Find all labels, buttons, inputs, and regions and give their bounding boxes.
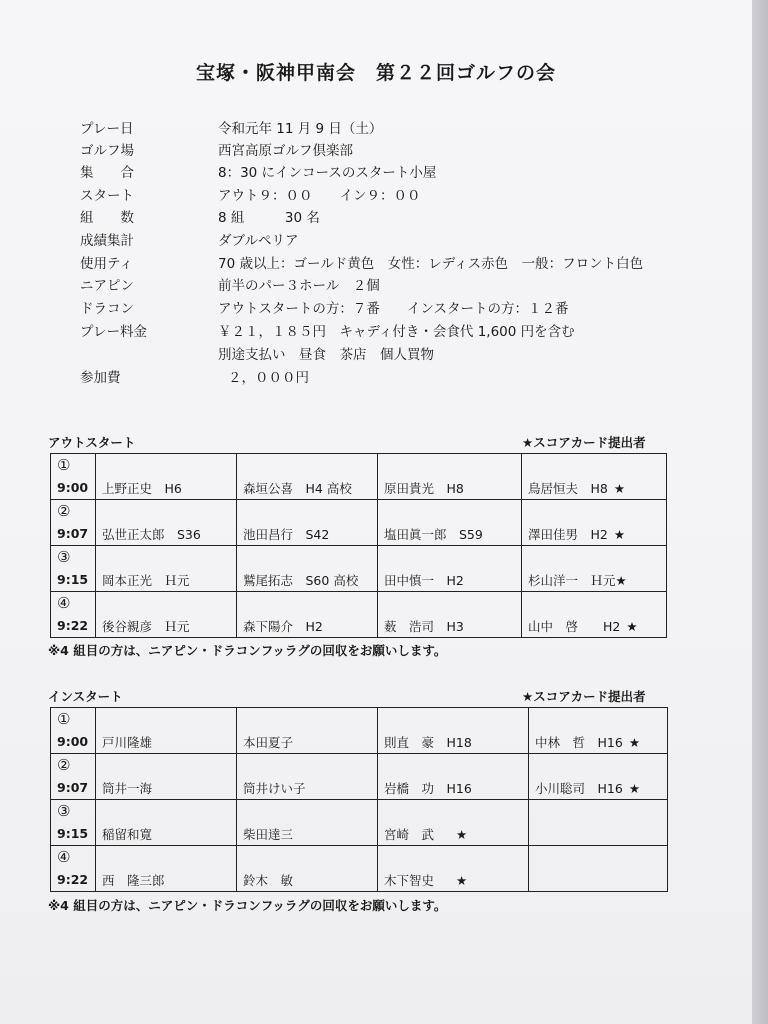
info-value: 別途支払い 昼食 茶店 個人買物 xyxy=(218,347,434,363)
player-cell xyxy=(522,546,667,592)
info-value: 令和元年 11 月 9 日（土） xyxy=(218,121,383,137)
info-label: 使用ティ xyxy=(80,256,133,272)
player-cell xyxy=(522,592,667,638)
player-name: 筒井一海 xyxy=(102,781,153,796)
player-name: 戸川隆雄 xyxy=(102,735,153,750)
info-value: 前半のパー３ホール ２個 xyxy=(218,278,380,294)
info-value: アウト９：００ イン９：００ xyxy=(218,188,421,204)
player-name: 木下智史 xyxy=(384,873,435,888)
group-time: 9:07 xyxy=(57,526,89,541)
player-cell xyxy=(96,500,237,546)
player-cell xyxy=(378,846,529,892)
info-row-participation-fee xyxy=(80,365,309,387)
scorecard-star-icon: ★ xyxy=(626,619,638,634)
out-footnote: ※4 組目の方は、ニアピン・ドラコンフッラグの回収をお願いします。 xyxy=(48,643,447,658)
player-entry xyxy=(528,479,625,497)
out-section-title: アウトスタート xyxy=(48,435,136,450)
group-number: ① xyxy=(57,710,71,728)
info-row-play-date xyxy=(80,116,382,138)
player-cell xyxy=(237,454,378,500)
info-label: ドラコン xyxy=(80,301,134,317)
table-row xyxy=(51,800,668,846)
player-cell xyxy=(237,708,378,754)
info-row-groups xyxy=(80,205,320,227)
table-row xyxy=(51,708,668,754)
player-name: 塩田眞一郎 S59 xyxy=(384,527,483,542)
in-section-title: インスタート xyxy=(48,689,123,704)
group-number: ① xyxy=(57,456,71,474)
scorecard-star-icon: ★ xyxy=(613,481,626,496)
player-cell xyxy=(237,846,378,892)
player-cell xyxy=(378,454,522,500)
out-groups-table xyxy=(50,453,667,638)
group-time: 9:22 xyxy=(57,872,89,887)
table-row xyxy=(51,454,667,500)
page-title: 宝塚・阪神甲南会 第２２回ゴルフの会 xyxy=(195,62,556,84)
player-cell xyxy=(529,708,668,754)
empty-cell xyxy=(529,846,668,892)
player-name: 岩橋 功 H16 xyxy=(384,781,472,796)
player-cell xyxy=(237,800,378,846)
info-row-meeting xyxy=(80,160,436,182)
info-value: 8 組 30 名 xyxy=(218,210,320,226)
player-name: 岡本正光 Ｈ元 xyxy=(102,573,190,588)
group-number: ② xyxy=(57,502,71,520)
player-cell xyxy=(96,708,237,754)
player-entry xyxy=(384,871,467,889)
info-row-drive-contest xyxy=(80,296,568,318)
player-entry xyxy=(528,571,627,589)
player-cell xyxy=(378,592,522,638)
info-label: 成績集計 xyxy=(80,233,134,249)
scorecard-star-icon: ★ xyxy=(615,573,627,588)
player-name: 稲留和寛 xyxy=(102,827,153,842)
info-row-nearpin xyxy=(80,273,380,295)
player-cell xyxy=(378,800,529,846)
player-name: 本田夏子 xyxy=(243,735,294,750)
info-row-tee xyxy=(80,251,643,273)
player-cell xyxy=(237,500,378,546)
info-label: 参加費 xyxy=(80,370,121,386)
info-value: ダブルペリア xyxy=(218,233,299,249)
info-label: スタート xyxy=(80,188,134,204)
player-name: 池田昌行 S42 xyxy=(243,527,330,542)
player-name: 小川聡司 H16 xyxy=(535,781,623,796)
player-cell xyxy=(529,754,668,800)
player-name: 上野正史 H6 xyxy=(102,481,182,496)
player-name: 西 隆三郎 xyxy=(102,873,165,888)
player-name: 森下陽介 H2 xyxy=(243,619,323,634)
in-scorecard-note: ★スコアカード提出者 xyxy=(522,689,646,704)
group-cell xyxy=(51,846,96,892)
group-cell xyxy=(51,754,96,800)
info-value: ２，０００円 xyxy=(228,370,309,386)
info-label: ゴルフ場 xyxy=(80,143,134,159)
group-time: 9:00 xyxy=(57,734,89,749)
group-cell xyxy=(51,800,96,846)
player-name: 原田貴光 H8 xyxy=(384,481,464,496)
group-cell xyxy=(51,708,96,754)
player-cell xyxy=(96,454,237,500)
player-name: 鷲尾拓志 S60 高校 xyxy=(243,573,359,588)
info-value: 70 歳以上：ゴールド黄色 女性：レディス赤色 一般：フロント白色 xyxy=(218,256,644,272)
info-value: アウトスタートの方：７番 インスタートの方：１２番 xyxy=(218,301,569,317)
scorecard-star-icon: ★ xyxy=(613,527,626,542)
player-cell xyxy=(96,546,237,592)
group-number: ④ xyxy=(57,848,71,866)
group-time: 9:22 xyxy=(57,618,89,633)
player-entry xyxy=(384,825,467,843)
player-name: 森垣公喜 H4 高校 xyxy=(243,481,352,496)
group-number: ③ xyxy=(57,802,71,820)
group-number: ② xyxy=(57,756,71,774)
player-cell xyxy=(522,500,667,546)
player-entry xyxy=(535,733,640,751)
info-row-fee xyxy=(80,319,575,341)
info-row-start xyxy=(80,183,421,205)
player-cell xyxy=(378,754,529,800)
player-name: 宮崎 武 xyxy=(384,827,435,842)
info-label: プレー日 xyxy=(80,121,134,137)
player-name: 田中慎一 H2 xyxy=(384,573,464,588)
group-number: ③ xyxy=(57,548,71,566)
player-name: 弘世正太郎 S36 xyxy=(102,527,201,542)
group-cell xyxy=(51,592,96,638)
player-entry xyxy=(535,779,640,797)
player-cell xyxy=(378,708,529,754)
table-row xyxy=(51,546,667,592)
player-name: 中林 哲 H16 xyxy=(535,735,623,750)
player-name: 山中 啓 H2 xyxy=(528,619,621,634)
player-cell xyxy=(378,546,522,592)
info-row-scoring xyxy=(80,228,298,250)
in-footnote: ※4 組目の方は、ニアピン・ドラコンフッラグの回収をお願いします。 xyxy=(48,898,447,913)
info-label: 組 数 xyxy=(80,210,134,226)
out-scorecard-note: ★スコアカード提出者 xyxy=(522,435,646,450)
group-time: 9:07 xyxy=(57,780,89,795)
group-time: 9:15 xyxy=(57,826,89,841)
player-name: 鈴木 敏 xyxy=(243,873,294,888)
group-cell xyxy=(51,500,96,546)
info-label: 集 合 xyxy=(80,165,134,181)
player-name: 後谷親彦 Ｈ元 xyxy=(102,619,190,634)
player-name: 鳥居恒夫 H8 xyxy=(528,481,608,496)
table-row xyxy=(51,592,667,638)
info-label: プレー料金 xyxy=(80,324,147,340)
player-name: 杉山洋一 Ｈ元 xyxy=(528,573,616,588)
group-time: 9:15 xyxy=(57,572,89,587)
group-time: 9:00 xyxy=(57,480,89,495)
player-cell xyxy=(237,754,378,800)
player-name: 柴田達三 xyxy=(243,827,294,842)
info-value: ￥２１，１８５円 キャディ付き・会食代 1,600 円を含む xyxy=(218,324,575,340)
empty-cell xyxy=(529,800,668,846)
group-number: ④ xyxy=(57,594,71,612)
table-row xyxy=(51,500,667,546)
scorecard-star-icon: ★ xyxy=(628,781,641,796)
player-name: 澤田佳男 H2 xyxy=(528,527,608,542)
info-value: 西宮高原ゴルフ倶楽部 xyxy=(218,143,353,159)
player-cell xyxy=(96,592,237,638)
scorecard-star-icon: ★ xyxy=(456,827,468,842)
player-cell xyxy=(378,500,522,546)
player-cell xyxy=(522,454,667,500)
table-row xyxy=(51,846,668,892)
group-cell xyxy=(51,454,96,500)
scorecard-star-icon: ★ xyxy=(628,735,641,750)
in-groups-table xyxy=(50,707,668,892)
player-cell xyxy=(96,846,237,892)
info-row-fee-extra xyxy=(80,342,434,364)
scorecard-star-icon: ★ xyxy=(456,873,468,888)
info-row-golf-course xyxy=(80,138,353,160)
info-value: 8：30 にインコースのスタート小屋 xyxy=(218,165,437,181)
info-label: ニアピン xyxy=(80,278,134,294)
player-cell xyxy=(237,592,378,638)
player-entry xyxy=(528,525,625,543)
group-cell xyxy=(51,546,96,592)
player-cell xyxy=(96,800,237,846)
table-row xyxy=(51,754,668,800)
player-name: 薮 浩司 H3 xyxy=(384,619,464,634)
player-cell xyxy=(237,546,378,592)
player-entry xyxy=(528,617,638,635)
player-cell xyxy=(96,754,237,800)
player-name: 筒井けい子 xyxy=(243,781,306,796)
player-name: 則直 豪 H18 xyxy=(384,735,472,750)
paper-edge-shadow xyxy=(752,0,768,1024)
